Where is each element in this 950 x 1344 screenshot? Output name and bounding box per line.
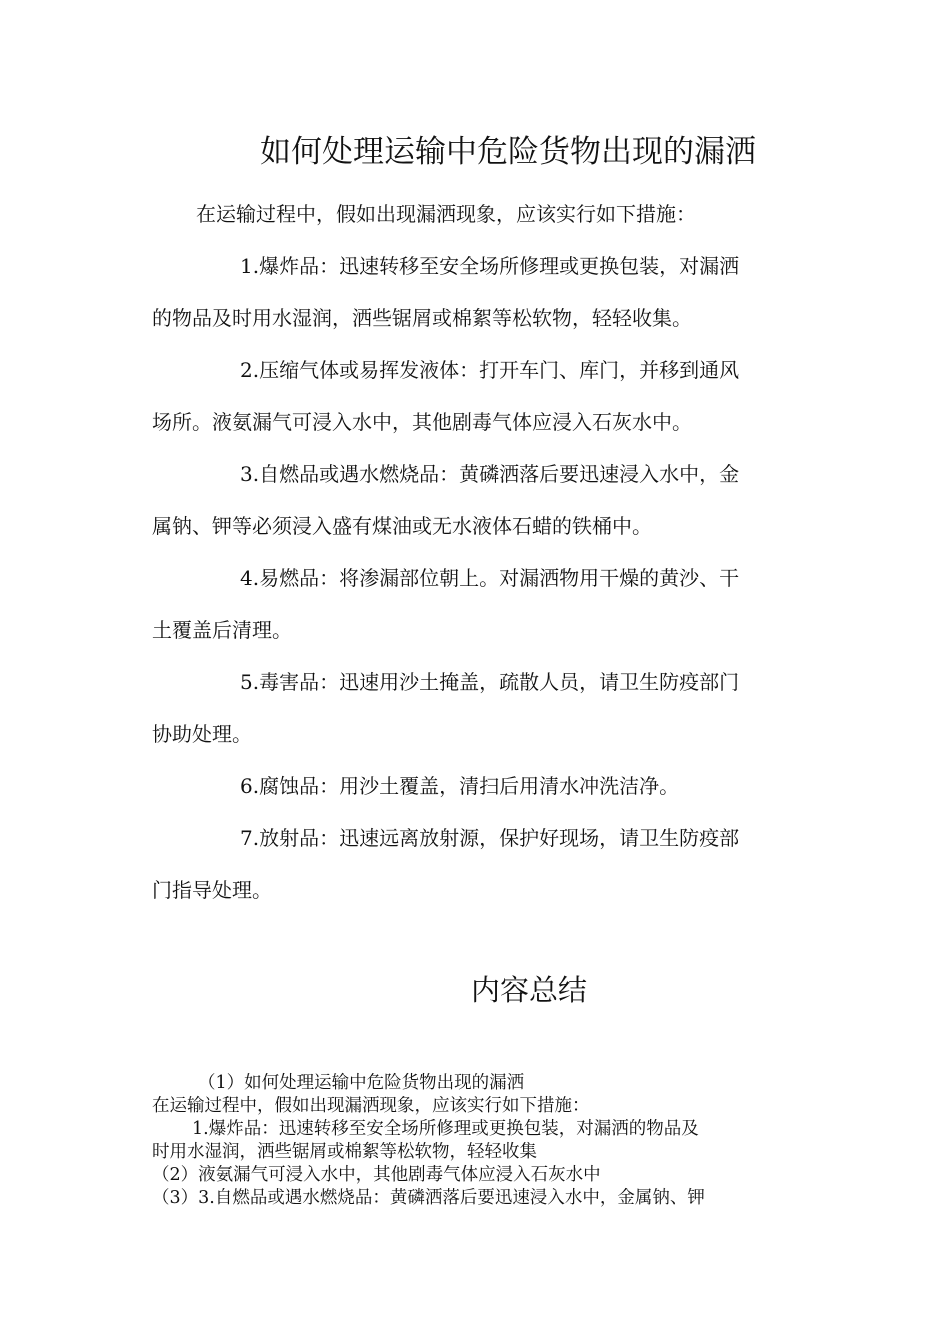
summary-line: （1）如何处理运输中危险货物出现的漏洒 [198,1073,525,1093]
measure-text: 7.放射品：迅速远离放射源，保护好现场，请卫生防疫部 [240,826,740,850]
measure-text: 门指导处理。 [152,878,272,902]
measure-text: 5.毒害品：迅速用沙土掩盖，疏散人员，请卫生防疫部门 [240,670,740,694]
measure-text: 的物品及时用水湿润，洒些锯屑或棉絮等松软物，轻轻收集。 [152,306,692,330]
measure-item-7 [152,812,797,916]
measure-text: 4.易燃品：将渗漏部位朝上。对漏洒物用干燥的黄沙、干 [240,566,740,590]
document-title: 如何处理运输中危险货物出现的漏洒 [260,134,756,170]
measure-text: 3.自燃品或遇水燃烧品：黄磷洒落后要迅速浸入水中，金 [240,462,740,486]
summary-line: 在运输过程中，假如出现漏洒现象，应该实行如下措施： [152,1096,590,1116]
measure-text: 2.压缩气体或易挥发液体：打开车门、库门，并移到通风 [240,358,740,382]
summary-line: 时用水湿润，洒些锯屑或棉絮等松软物，轻轻收集 [152,1142,537,1162]
intro-paragraph [152,188,797,240]
summary-line: 1.爆炸品：迅速转移至安全场所修理或更换包装，对漏洒的物品及 [192,1119,699,1139]
measure-item-3 [152,448,797,552]
summary-title: 内容总结 [470,973,587,1007]
measure-item-5 [152,656,797,760]
measure-text: 协助处理。 [152,722,252,746]
intro-text: 在运输过程中，假如出现漏洒现象，应该实行如下措施： [196,202,696,226]
summary-line: （3）3.自燃品或遇水燃烧品：黄磷洒落后要迅速浸入水中，金属钠、钾 [152,1188,705,1208]
measure-item-1 [152,240,797,344]
measure-text: 土覆盖后清理。 [152,618,292,642]
measure-text: 属钠、钾等必须浸入盛有煤油或无水液体石蜡的铁桶中。 [152,514,652,538]
measure-item-4 [152,552,797,656]
measure-item-2 [152,344,797,448]
measure-item-6 [152,760,797,812]
measures-list [152,240,797,916]
measure-text: 6.腐蚀品：用沙土覆盖，清扫后用清水冲洗洁净。 [240,774,680,798]
measure-text: 场所。液氨漏气可浸入水中，其他剧毒气体应浸入石灰水中。 [152,410,692,434]
measure-text: 1.爆炸品：迅速转移至安全场所修理或更换包装，对漏洒 [240,254,740,278]
summary-line: （2）液氨漏气可浸入水中，其他剧毒气体应浸入石灰水中 [152,1165,601,1185]
summary-block [152,1072,797,1210]
